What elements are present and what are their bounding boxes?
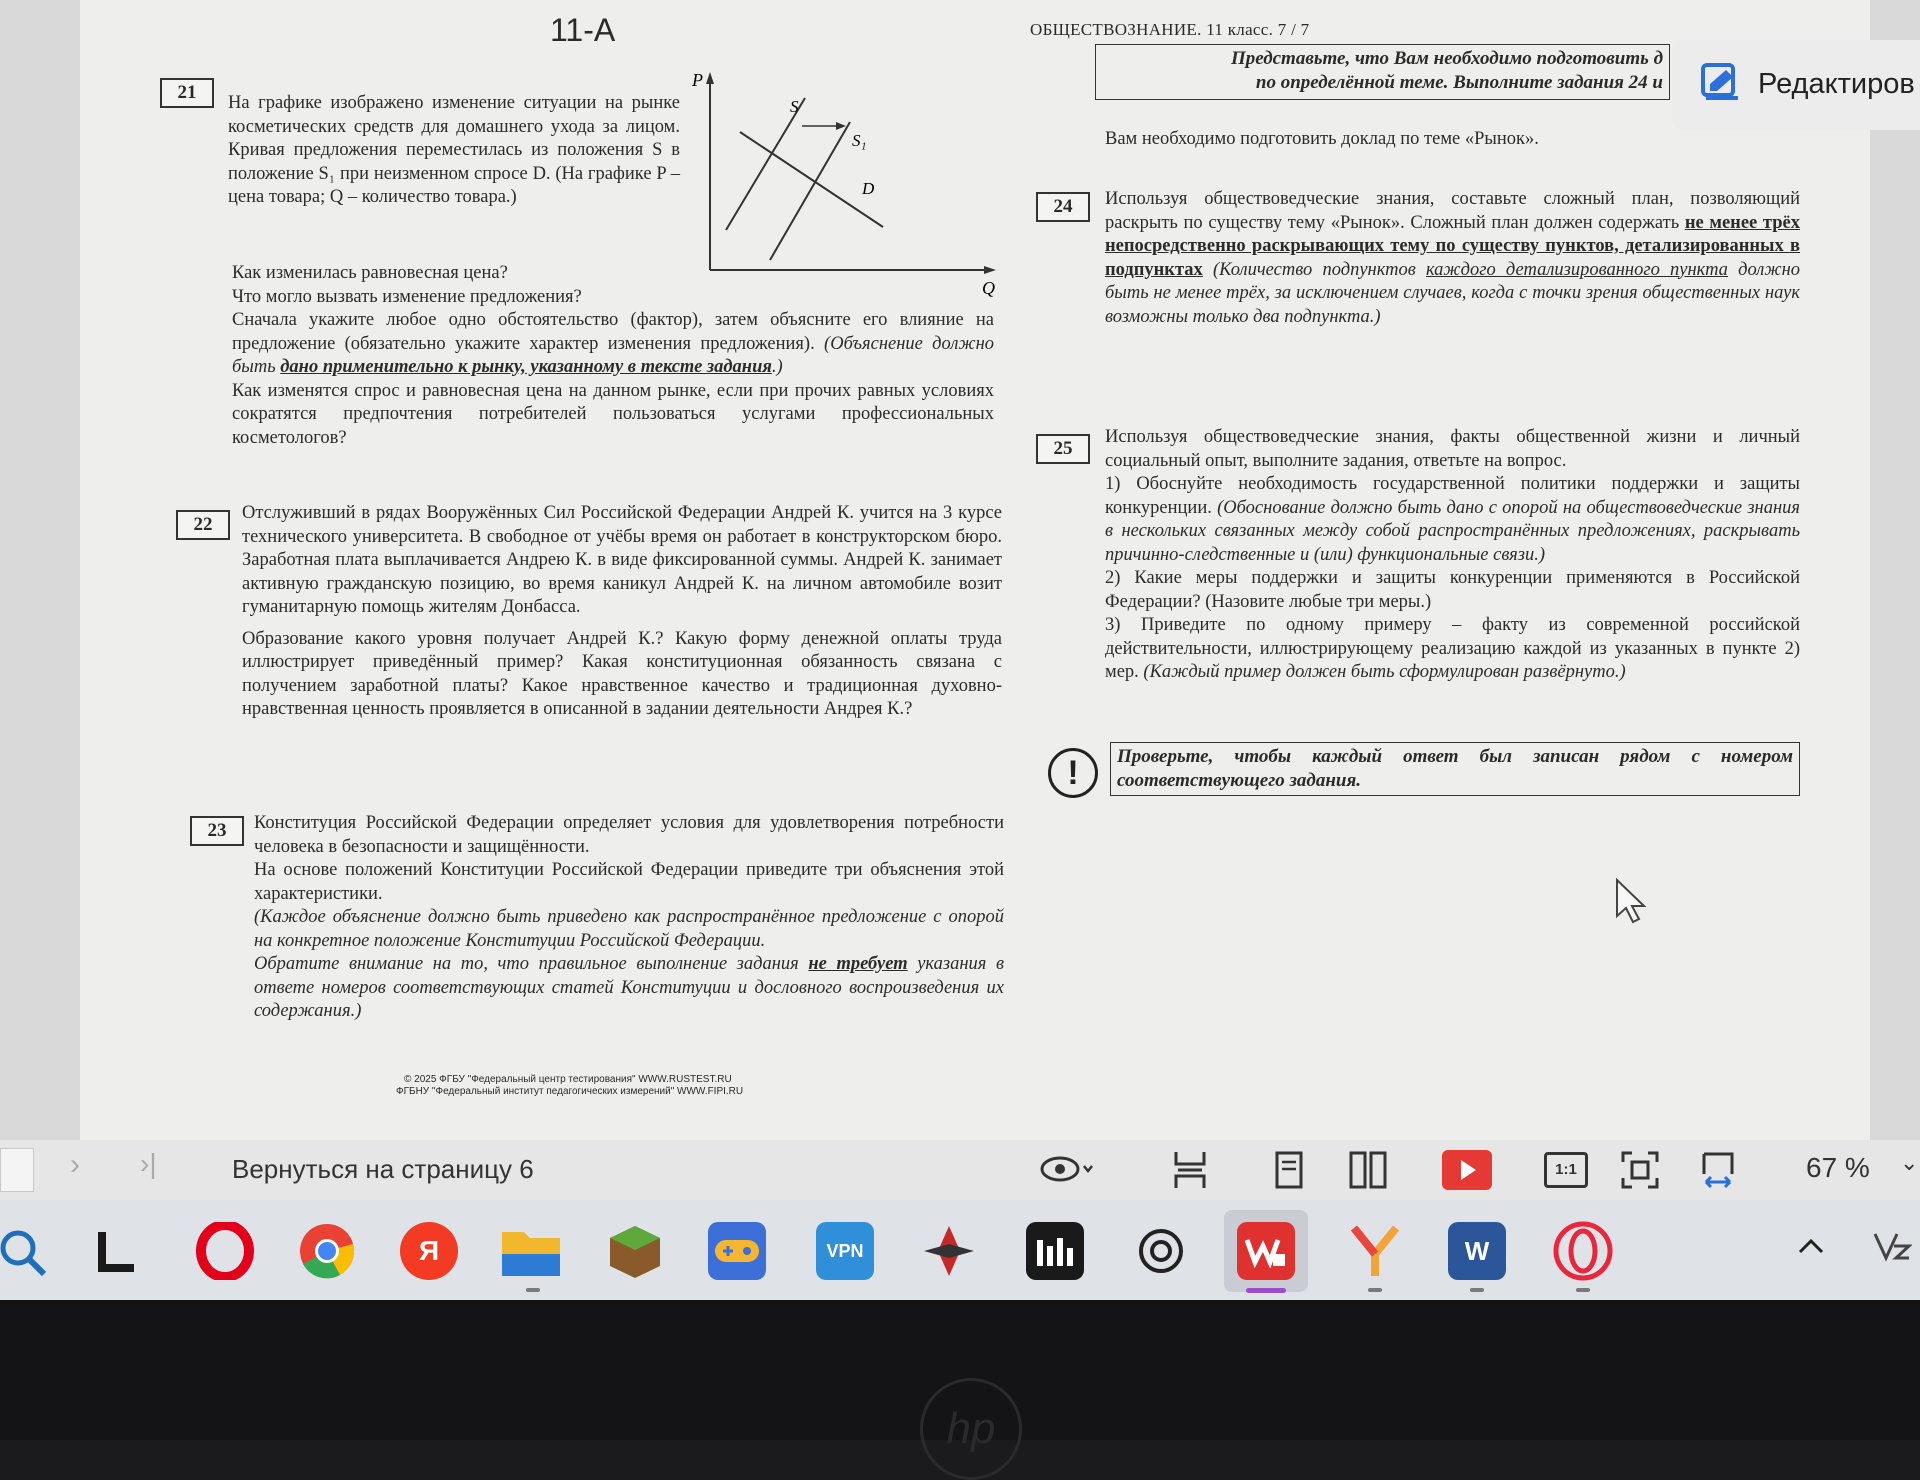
intro-box xyxy=(1095,44,1670,100)
app-icon[interactable] xyxy=(920,1222,978,1280)
q25-part-3-note: (Каждый пример должен быть сформулирован развёрнуто.) xyxy=(1143,662,1626,682)
notion-icon[interactable] xyxy=(1026,1222,1084,1280)
task-number-21: 21 xyxy=(160,78,214,108)
taskview-icon[interactable] xyxy=(92,1228,138,1274)
supply-curve-s xyxy=(726,98,805,230)
q24-text xyxy=(1105,188,1800,329)
chrome-icon[interactable] xyxy=(298,1222,356,1280)
actual-size-icon[interactable]: 1:1 xyxy=(1544,1152,1588,1188)
q23-note-end: указания в ответе номеров соответствующих статей Конституции и дословного воспроизведения их содержания.) xyxy=(254,954,1004,1021)
q25-intro: Используя обществоведческие знания, факты общественной жизни и личный социальный опыт, выполните задания, ответьте на вопрос. xyxy=(1105,427,1800,471)
supply-curve-s1 xyxy=(770,122,850,260)
eye-icon[interactable] xyxy=(1040,1154,1096,1184)
curve-d-label: D xyxy=(862,179,875,198)
q21-question-2: Что могло вызвать изменение предложения? xyxy=(232,286,582,307)
q23-paragraph-2: На основе положений Конституции Российской Федерации приведите три объяснения этой характеристики. xyxy=(254,860,1004,904)
task-number-24: 24 xyxy=(1036,192,1090,222)
q24-italic-2: должно быть не менее трёх, за исключением случаев, когда с точки зрения общественных наук возможны только два подпункта.) xyxy=(1105,259,1801,327)
q23-text xyxy=(254,812,1004,1024)
q24-italic-1: (Количество подпунктов xyxy=(1213,259,1416,280)
hp-logo: hp xyxy=(920,1378,1022,1480)
fit-width-icon[interactable] xyxy=(1698,1150,1738,1190)
q22-text xyxy=(242,502,1002,722)
fit-screen-icon[interactable] xyxy=(1620,1150,1660,1190)
edit-button[interactable] xyxy=(1672,40,1920,130)
files-icon[interactable] xyxy=(500,1224,562,1278)
page-fit-icon[interactable] xyxy=(1172,1150,1208,1190)
footer-line-1: © 2025 ФГБУ "Федеральный центр тестирования" WWW.RUSTEST.RU xyxy=(404,1074,732,1085)
q25-text xyxy=(1105,426,1800,685)
tray-icon[interactable] xyxy=(1872,1228,1912,1264)
wps-active-indicator xyxy=(1246,1288,1286,1293)
task-number-23: 23 xyxy=(190,816,244,846)
footer-line-2: ФГБНУ "Федеральный институт педагогических измерений" WWW.FIPI.RU xyxy=(396,1086,744,1097)
q21-questions xyxy=(232,262,994,450)
q21-task-bold: дано применительно к рынку, указанному в тексте задания xyxy=(280,357,772,377)
subject-header: ОБЩЕСТВОЗНАНИЕ. 11 класс. 7 / 7 xyxy=(1030,20,1310,39)
q22-paragraph-1: Отслуживший в рядах Вооружённых Сил Российской Федерации Андрей К. учится на 3 курсе технического университета. В свободное от учёбы время он работает в конструкторском бюро. Заработная плата выплачивается Андрею К. в виде фиксированной суммы. Андрей К. занимает активную гражданскую позицию, во время каникул Андрей К. на личном автомобиле возит гуманитарную помощь жителям Донбасса. xyxy=(242,503,1002,617)
slideshow-icon[interactable] xyxy=(1442,1150,1492,1190)
q25-part-2: 2) Какие меры поддержки и защиты конкуренции применяются в Российской Федерации? (Назовите любые три меры.) xyxy=(1105,568,1800,612)
q21-task-plain: Сначала укажите любое одно обстоятельство (фактор), затем объясните его влияние на предложение (обязательно укажите характер изменения предложения). xyxy=(232,310,994,354)
q21-question-1: Как изменилась равновесная цена? xyxy=(232,263,508,283)
q24-italic-underlined: каждого детализированного пункта xyxy=(1425,259,1728,280)
yandex-icon[interactable]: Я xyxy=(400,1222,458,1280)
edit-button-label: Редактиров xyxy=(1758,68,1915,100)
task-number-22: 22 xyxy=(176,510,230,540)
q23-note-bold: не требует xyxy=(808,954,908,974)
q23-paragraph-1: Конституция Российской Федерации определяет условия для удовлетворения потребности человека в безопасности и защищённости. xyxy=(254,813,1004,857)
mouse-cursor xyxy=(1615,878,1649,924)
q22-paragraph-2: Образование какого уровня получает Андрей К.? Какую форму денежной оплаты труда иллюстрирует приведённый пример? Какая конституционная обязанность связана с получением заработной платы? Какое нравственное качество и традиционная духовно-нравственная ценность проявляется в описанной в задании деятельности Андрея К.? xyxy=(242,628,1002,719)
q21-task xyxy=(232,309,994,380)
files-running-dot xyxy=(526,1288,540,1292)
yandex-browser-icon[interactable] xyxy=(1346,1222,1404,1280)
q25-part-1-note: (Обоснование должно быть дано с опорой на обществоведческие знания в нескольких связанных между собой распространённых предложениях, раскрывать причинно-следственные и (или) функциональные связи.) xyxy=(1105,497,1800,565)
axis-p-label: P xyxy=(692,70,703,90)
q25-part-3-text: 3) Приведите по одному примеру – факту из современной российской действительности, иллюстрирующему реализацию каждой из указанных в пункте 2) мер. xyxy=(1105,615,1800,682)
q23-paragraph-4 xyxy=(254,953,1004,1024)
single-page-icon[interactable] xyxy=(1274,1150,1304,1190)
wps-icon[interactable] xyxy=(1237,1222,1295,1280)
axis-q-label: Q xyxy=(982,278,995,298)
zoom-dropdown-icon[interactable]: ⌄ xyxy=(1900,1150,1919,1175)
q25-part-3 xyxy=(1105,614,1800,685)
q21-question-3: Как изменятся спрос и равновесная цена на данном рынке, если при прочих равных условиях сократятся предпочтения потребителей пользоваться услугами профессиональных косметологов? xyxy=(232,380,994,448)
shift-arrowhead xyxy=(836,122,846,130)
q21-task-italic: (Объяснение должно быть xyxy=(232,333,995,377)
notice-box: Проверьте, чтобы каждый ответ был записан рядом с номером соответствующего задания. xyxy=(1110,742,1800,796)
document-page xyxy=(80,0,1870,1140)
intro-box-line-1: Представьте, что Вам необходимо подготовить д xyxy=(1230,48,1663,69)
q25-part-1 xyxy=(1105,473,1800,567)
edit-icon xyxy=(1700,62,1742,104)
curve-s1-label: S₁ xyxy=(852,131,867,150)
class-label: 11-А xyxy=(550,12,616,48)
viewer-toolbar xyxy=(0,1140,1920,1200)
back-to-page-link[interactable]: Вернуться на страницу 6 xyxy=(232,1154,534,1184)
zoom-level[interactable]: 67 % xyxy=(1806,1152,1870,1183)
minecraft-icon[interactable] xyxy=(606,1222,664,1280)
chevron-up-icon[interactable] xyxy=(1796,1232,1826,1262)
vpn-icon[interactable]: VPN xyxy=(816,1222,874,1280)
warning-icon: ! xyxy=(1048,748,1098,798)
q23-paragraph-3: (Каждое объяснение должно быть приведено как распространённое предложение с опорой на конкретное положение Конституции Российской Федерации. xyxy=(254,907,1004,951)
page-input[interactable] xyxy=(0,1148,34,1192)
yandex-browser-running-dot xyxy=(1368,1288,1382,1292)
word-icon[interactable]: W xyxy=(1448,1222,1506,1280)
opera-gx-running-dot xyxy=(1576,1288,1590,1292)
q23-note-start: Обратите внимание на то, что правильное выполнение задания xyxy=(254,954,799,974)
opera-gx-icon[interactable] xyxy=(1552,1220,1614,1282)
intro-box-line-2: по определённой теме. Выполните задания 24 и xyxy=(1255,72,1663,93)
laptop-bezel xyxy=(0,1300,1920,1453)
next-page-icon[interactable]: › xyxy=(70,1148,80,1181)
task-number-25: 25 xyxy=(1036,434,1090,464)
q24-main: Используя обществоведческие знания, составьте сложный план, позволяющий раскрыть по существу тему «Рынок». Сложный план должен содержать xyxy=(1105,189,1800,233)
chatgpt-icon[interactable] xyxy=(1132,1222,1190,1280)
last-page-icon[interactable]: ›| xyxy=(140,1148,157,1179)
game-icon[interactable] xyxy=(708,1222,766,1280)
word-running-dot xyxy=(1470,1288,1484,1292)
search-icon[interactable] xyxy=(0,1228,50,1278)
two-page-icon[interactable] xyxy=(1348,1150,1388,1190)
report-topic: Вам необходимо подготовить доклад по теме «Рынок». xyxy=(1105,129,1539,149)
q21-task-end: .) xyxy=(771,357,783,377)
q24-bold: не менее трёх непосредственно раскрывающих тему по существу пунктов, детализированных в подпунктах xyxy=(1105,212,1800,280)
q21-intro: На графике изображено изменение ситуации на рынке косметических средств для домашнего ухода за лицом. Кривая предложения переместилась из положения S в положение S₁ при неизменном спросе D. (На графике P – цена товара; Q – количество товара.) xyxy=(228,93,680,207)
opera-icon[interactable] xyxy=(196,1222,254,1280)
q25-part-1-text: 1) Обоснуйте необходимость государственной политики поддержки и защиты конкуренции. xyxy=(1105,474,1800,518)
curve-s-label: S xyxy=(790,97,799,116)
